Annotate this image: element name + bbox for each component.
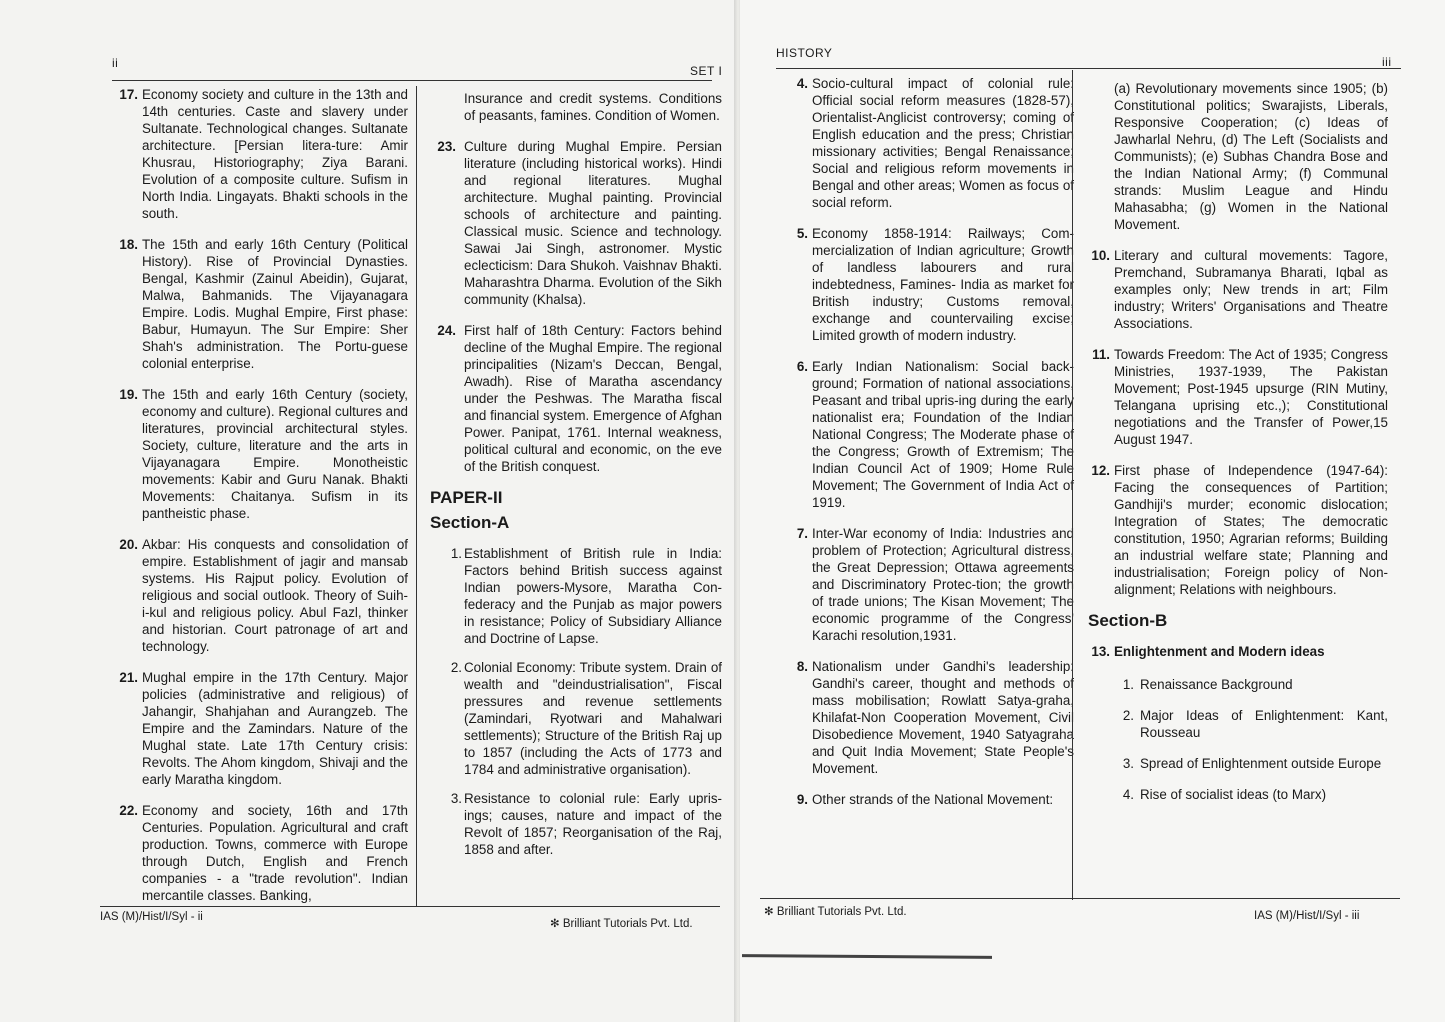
list-item: 17. Economy society and culture in the 13th and 14th centuries. Caste and slavery under Sultanate. Technological changes. Sultanate architecture. [Persian litera-ture: Amir Khusrau, Historiography; Ziya Barani. Evolution of a composite culture. Sufism in North India. Lingayats. Bhakti schools in the south. [119, 87, 408, 221]
header-rule-left [112, 80, 712, 81]
list-item: 23. Culture during Mughal Empire. Persian literature (including historical works). Hindi and regional literatures. Mughal architecture. Mughal painting. Provincial schools of architecture and painting. Classical music. Science and technology. Sawai Jai Singh, astronomer. Mystic eclecticism: Dara Shukoh. Vaishnav Bhakti. Maharashtra Dharma. Evolution of the Sikh community (Khalsa). [437, 139, 722, 307]
list-item: 1. Establishment of British rule in India: Factors behind British success against Indian powers-Mysore, Maratha Con-federacy and the Punjab as major powers in resistance; Policy of Subsidiary Alliance and Doctrine of Lapse. [450, 546, 722, 646]
list-item: 2. Major Ideas of Enlightenment: Kant, Rousseau [1122, 708, 1388, 740]
page-number-left: ii [112, 56, 119, 70]
footer-rule-right [760, 898, 1400, 899]
list-item: 24. First half of 18th Century: Factors behind decline of the Mughal Empire. The regional principalities (Nizam's Deccan, Bengal, Awadh). Rise of Maratha ascendancy under the Peshwas. The Maratha fiscal and financial system. Emergence of Afghan Power. Panipat, 1761. Internal weakness, political cultural and economic, on the eve of the British conquest. [437, 323, 722, 474]
left-column-1 [112, 86, 408, 918]
right-column-1 [782, 75, 1074, 822]
list-item: 12. First phase of Independence (1947-64): Facing the consequences of Partition; Gandhiji's murder; economic dislocation; Integration of States; The democratic constitution, 1950; Agrarian reforms; Building an industrial welfare state; Planning and industrialisation; Foreign policy of Non-alignment; Relations with neighbours. [1091, 463, 1388, 597]
page-number-right: iii [1382, 55, 1392, 69]
section-b-heading: Section-B [1088, 611, 1168, 630]
left-column-2 [426, 90, 722, 870]
paper-title: PAPER-II [430, 488, 503, 507]
publisher-footer-left: ✻ Brilliant Tutorials Pvt. Ltd. [550, 918, 693, 930]
list-item: 8. Nationalism under Gandhi's leadership: Gandhi's career, thought and methods of mass mobilisation; Rowlatt Satya-graha, Khilafat-Non Cooperation Movement, Civil Disobedience Movement, 1940 Satyagraha and Quit India Movement; State People's Movement. [796, 659, 1074, 776]
scan-mark [742, 954, 992, 959]
column-divider-left [416, 86, 417, 906]
list-item: 2. Colonial Economy: Tribute system. Drain of wealth and "deindustrialisation", Fiscal pressures and revenue settlements (Zamindari, Ryotwari and Mahalwari settlements); Structure of the British Raj up to 1857 (including the Acts of 1773 and 1784 and administrative organisation). [450, 660, 722, 777]
subject-header: HISTORY [776, 46, 833, 60]
list-item: 18. The 15th and early 16th Century (Political History). Rise of Provincial Dynasties. Bengal, Kashmir (Zainul Abeidin), Gujarat, Malwa, Bahmanids. The Vijayanagara Empire. Lodis. Mughal Empire, First phase: Babur, Humayun. The Sur Empire: Sher Shah's administration. The Portu-guese colonial enterprise. [119, 237, 408, 371]
publisher-footer-right: ✻ Brilliant Tutorials Pvt. Ltd. [764, 906, 907, 918]
list-item: 1. Renaissance Background [1122, 677, 1293, 692]
section-a-heading: Section-A [430, 513, 510, 532]
list-item: 4. Rise of socialist ideas (to Marx) [1122, 787, 1327, 802]
list-item: 5. Economy 1858-1914: Railways; Com-mercialization of Indian agriculture; Growth of landless labourers and rural indebtedness, Famines- India as market for British industry; Customs removal, exchange and countervailing excise; Limited growth of modern industry. [796, 226, 1074, 343]
enlightenment-list [1084, 676, 1388, 803]
list-item: 22. Economy and society, 16th and 17th Centuries. Population. Agricultural and craft production. Towns, commerce with Europe through Dutch, English and French companies - a "trade revolution". Indian mercantile classes. Banking, [119, 803, 408, 903]
list-item: 4. Socio-cultural impact of colonial rule: Official social reform measures (1828-57), Orientalist-Anglicist controversy; coming of English education and the press; Christian missionary activities; Bengal Renaissance; Social and religious reform movements in Bengal and other areas; Women as focus of social reform. [796, 76, 1074, 210]
right-page [740, 0, 1445, 1022]
continuation-text: Insurance and credit systems. Conditions of peasants, famines. Condition of Women. [464, 91, 722, 123]
footer-code-left: IAS (M)/Hist/I/Syl - ii [100, 911, 203, 923]
enlightenment-heading: 13. Enlightenment and Modern ideas [1091, 644, 1325, 659]
column-divider-right [1072, 70, 1073, 900]
list-item: 3. Resistance to colonial rule: Early upris-ings; causes, nature and impact of the Revolt of 1857; Reorganisation of the Raj, 1858 and after. [450, 791, 722, 857]
header-rule-right [776, 68, 1401, 69]
list-item: 19. The 15th and early 16th Century (society, economy and culture). Regional cultures and literatures, provincial architectural styles. Society, culture, literature and the arts in Vijayanagara Empire. Monotheistic movements: Kabir and Guru Nanak. Bhakti Movements: Chaitanya. Sufism in its pantheistic phase. [119, 387, 408, 521]
continuation-text: (a) Revolutionary movements since 1905; (b) Constitutional politics; Swarajists, Liberals, Responsive Cooperation; (c) Ideas of Jawharlal Nehru, (d) The Left (Socialists and Communists); (e) Subhas Chandra Bose and the Indian National Army; (f) Communal strands: Muslim League and Hindu Mahasabha; (g) Women in the National Movement. [1114, 81, 1388, 232]
list-item: 3. Spread of Enlightenment outside Europe [1122, 756, 1382, 771]
list-item: 6. Early Indian Nationalism: Social back-ground; Formation of national associations, Peasant and tribal upris-ing during the early nationalist era; Foundation of the Indian National Congress; The Moderate phase of the Congress; Growth of Extremism; The Indian Council Act of 1909; Home Rule Movement; The Government of India Act of 1919. [796, 359, 1074, 510]
right-column-2 [1084, 80, 1388, 817]
footer-code-right: IAS (M)/Hist/I/Syl - iii [1254, 910, 1360, 922]
list-item: 9. Other strands of the National Movement: [796, 792, 1054, 807]
set-label: SET I [690, 64, 723, 78]
list-item: 20. Akbar: His conquests and consolidation of empire. Establishment of jagir and mansab systems. His Rajput policy. Evolution of religious and social outlook. Theory of Suih-i-kul and religious policy. Abul Fazl, thinker and historian. Court patronage of art and technology. [119, 537, 408, 654]
list-item: 21. Mughal empire in the 17th Century. Major policies (administrative and religious) of Jahangir, Shahjahan and Aurangzeb. The Empire and the Zamindars. Nature of the Mughal state. Late 17th Century crisis: Revolts. The Ahom kingdom, Shivaji and the early Maratha kingdom. [119, 670, 408, 787]
list-item: 7. Inter-War economy of India: Industries and problem of Protection; Agricultural distress, the Great Depression; Ottawa agreements and Discriminatory Protec-tion; the growth of trade unions; The Kisan Movement; The economic programme of the Congress' Karachi resolution,1931. [796, 526, 1074, 643]
list-item: 11. Towards Freedom: The Act of 1935; Congress Ministries, 1937-1939, The Pakistan Movement; Post-1945 upsurge (RIN Mutiny, Telangana uprising etc.,); Constitutional negotiations and the Transfer of Power,15 August 1947. [1092, 347, 1388, 447]
footer-rule-left [100, 906, 720, 907]
list-item: 10. Literary and cultural movements: Tagore, Premchand, Subramanya Bharati, Iqbal as examples only; New trends in art; Film industry; Writers' Organisations and Theatre Associations. [1091, 248, 1388, 331]
section-a-list [426, 545, 722, 858]
